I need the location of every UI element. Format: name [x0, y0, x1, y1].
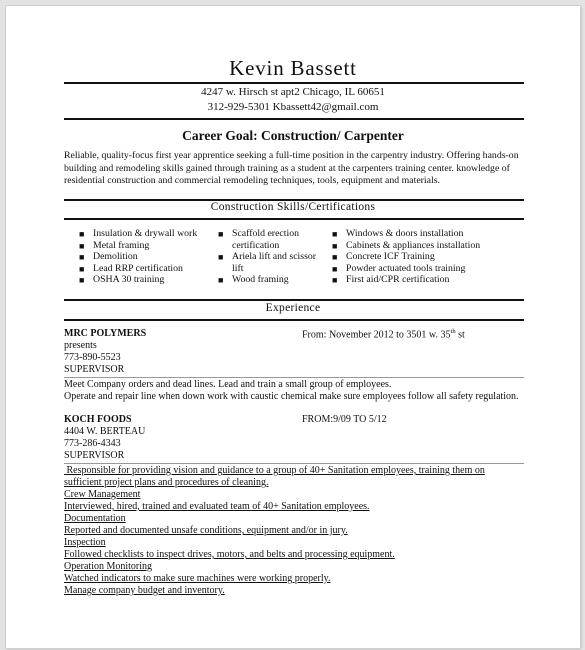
contact-info: 312-929-5301 Kbassett42@gmail.com — [207, 101, 379, 113]
job2-phone: 773-286-4343 — [64, 438, 121, 449]
job2-company: KOCH FOODS — [64, 414, 132, 425]
resume-page — [6, 6, 580, 648]
skill-item: ■ Metal framing — [79, 239, 150, 251]
divider — [64, 463, 524, 464]
skill-item: ■ Windows & doors installation — [332, 228, 464, 239]
divider — [64, 319, 524, 321]
bullet-icon: ■ — [218, 252, 224, 263]
divider — [64, 377, 524, 378]
bullet-icon: ■ — [79, 240, 85, 251]
career-goal-title: Career Goal: Construction/ Carpenter — [182, 128, 404, 143]
job1-line2: presents — [64, 340, 97, 351]
job2-responsibility: sufficient project plans and procedures of cleaning. — [64, 477, 269, 488]
job2-responsibility: Responsible for providing vision and guidance to a group of 40+ Sanitation employees, training them on — [64, 465, 485, 476]
job2-subheading: Crew Management — [64, 489, 141, 500]
bullet-icon: ■ — [79, 275, 85, 286]
bullet-icon: ■ — [332, 275, 338, 286]
candidate-name: Kevin Bassett — [229, 56, 357, 80]
skill-item: ■ Ariela lift and scissor — [218, 251, 317, 263]
job1-company: MRC POLYMERS — [64, 328, 147, 339]
bullet-icon: ■ — [218, 229, 224, 239]
skill-item: ■ OSHA 30 training — [79, 274, 165, 286]
divider — [64, 82, 524, 84]
skill-item: ■ Demolition — [79, 251, 138, 263]
address: 4247 w. Hirsch st apt2 Chicago, IL 60651 — [201, 86, 385, 98]
job1-phone: 773-890-5523 — [64, 352, 121, 363]
job2-role: SUPERVISOR — [64, 450, 125, 461]
divider — [64, 299, 524, 301]
job2-dates: FROM:9/09 TO 5/12 — [302, 414, 387, 425]
job2-subheading: Operation Monitoring — [64, 561, 153, 572]
job1-duty: Meet Company orders and dead lines. Lead and train a small group of employees. — [64, 379, 392, 390]
career-summary: Reliable, quality-focus first year apprentice seeking a full-time position in the carpentry industry. Offering hands-on building and remodeling skills gained through training as a student at the carpenters training center. knowledge of residential construction and commercial remodeling techniques, tools, equipment and materials. — [64, 150, 519, 186]
job2-duty: Watched indicators to make sure machines were working properly. — [64, 573, 331, 584]
skill-item-continued: lift — [232, 262, 244, 274]
bullet-icon: ■ — [218, 275, 224, 286]
skill-item-continued: certification — [232, 239, 280, 251]
job2-address: 4404 W. BERTEAU — [64, 426, 146, 437]
skills-section-title: Construction Skills/Certifications — [210, 201, 376, 213]
skill-item: ■ Powder actuated tools training — [332, 262, 466, 274]
skills-column-2 — [218, 228, 316, 286]
divider — [64, 118, 524, 120]
bullet-icon: ■ — [79, 252, 85, 263]
job2-duty: Manage company budget and inventory. — [64, 585, 225, 596]
skill-item: ■ Lead RRP certification — [79, 262, 183, 274]
bullet-icon: ■ — [79, 229, 85, 239]
experience-section-title: Experience — [265, 302, 321, 314]
job2-subheading: Inspection — [64, 537, 106, 548]
job2-subheading: Documentation — [64, 513, 126, 524]
job1-dates: From: November 2012 to 3501 w. 35th st — [302, 328, 465, 341]
job2-duty: Interviewed, hired, trained and evaluated team of 40+ Sanitation employees. — [64, 501, 370, 512]
bullet-icon: ■ — [79, 263, 85, 274]
skill-item: ■ First aid/CPR certification — [332, 274, 450, 286]
job2-duty: Followed checklists to inspect drives, motors, and belts and processing equipment. — [64, 549, 395, 560]
bullet-icon: ■ — [332, 229, 338, 239]
job1-duty: Operate and repair line when down work with caustic chemical make sure employees follow all safety regulation. — [64, 391, 519, 402]
skills-column-1 — [79, 228, 197, 286]
skill-item: ■ Scaffold erection — [218, 228, 300, 239]
job1-role: SUPERVISOR — [64, 364, 125, 375]
bullet-icon: ■ — [332, 240, 338, 251]
job2-duty: Reported and documented unsafe conditions, equipment and/or in jury. — [64, 525, 348, 536]
divider — [64, 218, 524, 220]
skills-column-3 — [332, 228, 480, 286]
skill-item: ■ Wood framing — [218, 274, 289, 286]
skill-item: ■ Insulation & drywall work — [79, 228, 198, 239]
bullet-icon: ■ — [332, 252, 338, 263]
skill-item: ■ Concrete ICF Training — [332, 251, 435, 263]
bullet-icon: ■ — [332, 263, 338, 274]
skill-item: ■ Cabinets & appliances installation — [332, 239, 481, 251]
